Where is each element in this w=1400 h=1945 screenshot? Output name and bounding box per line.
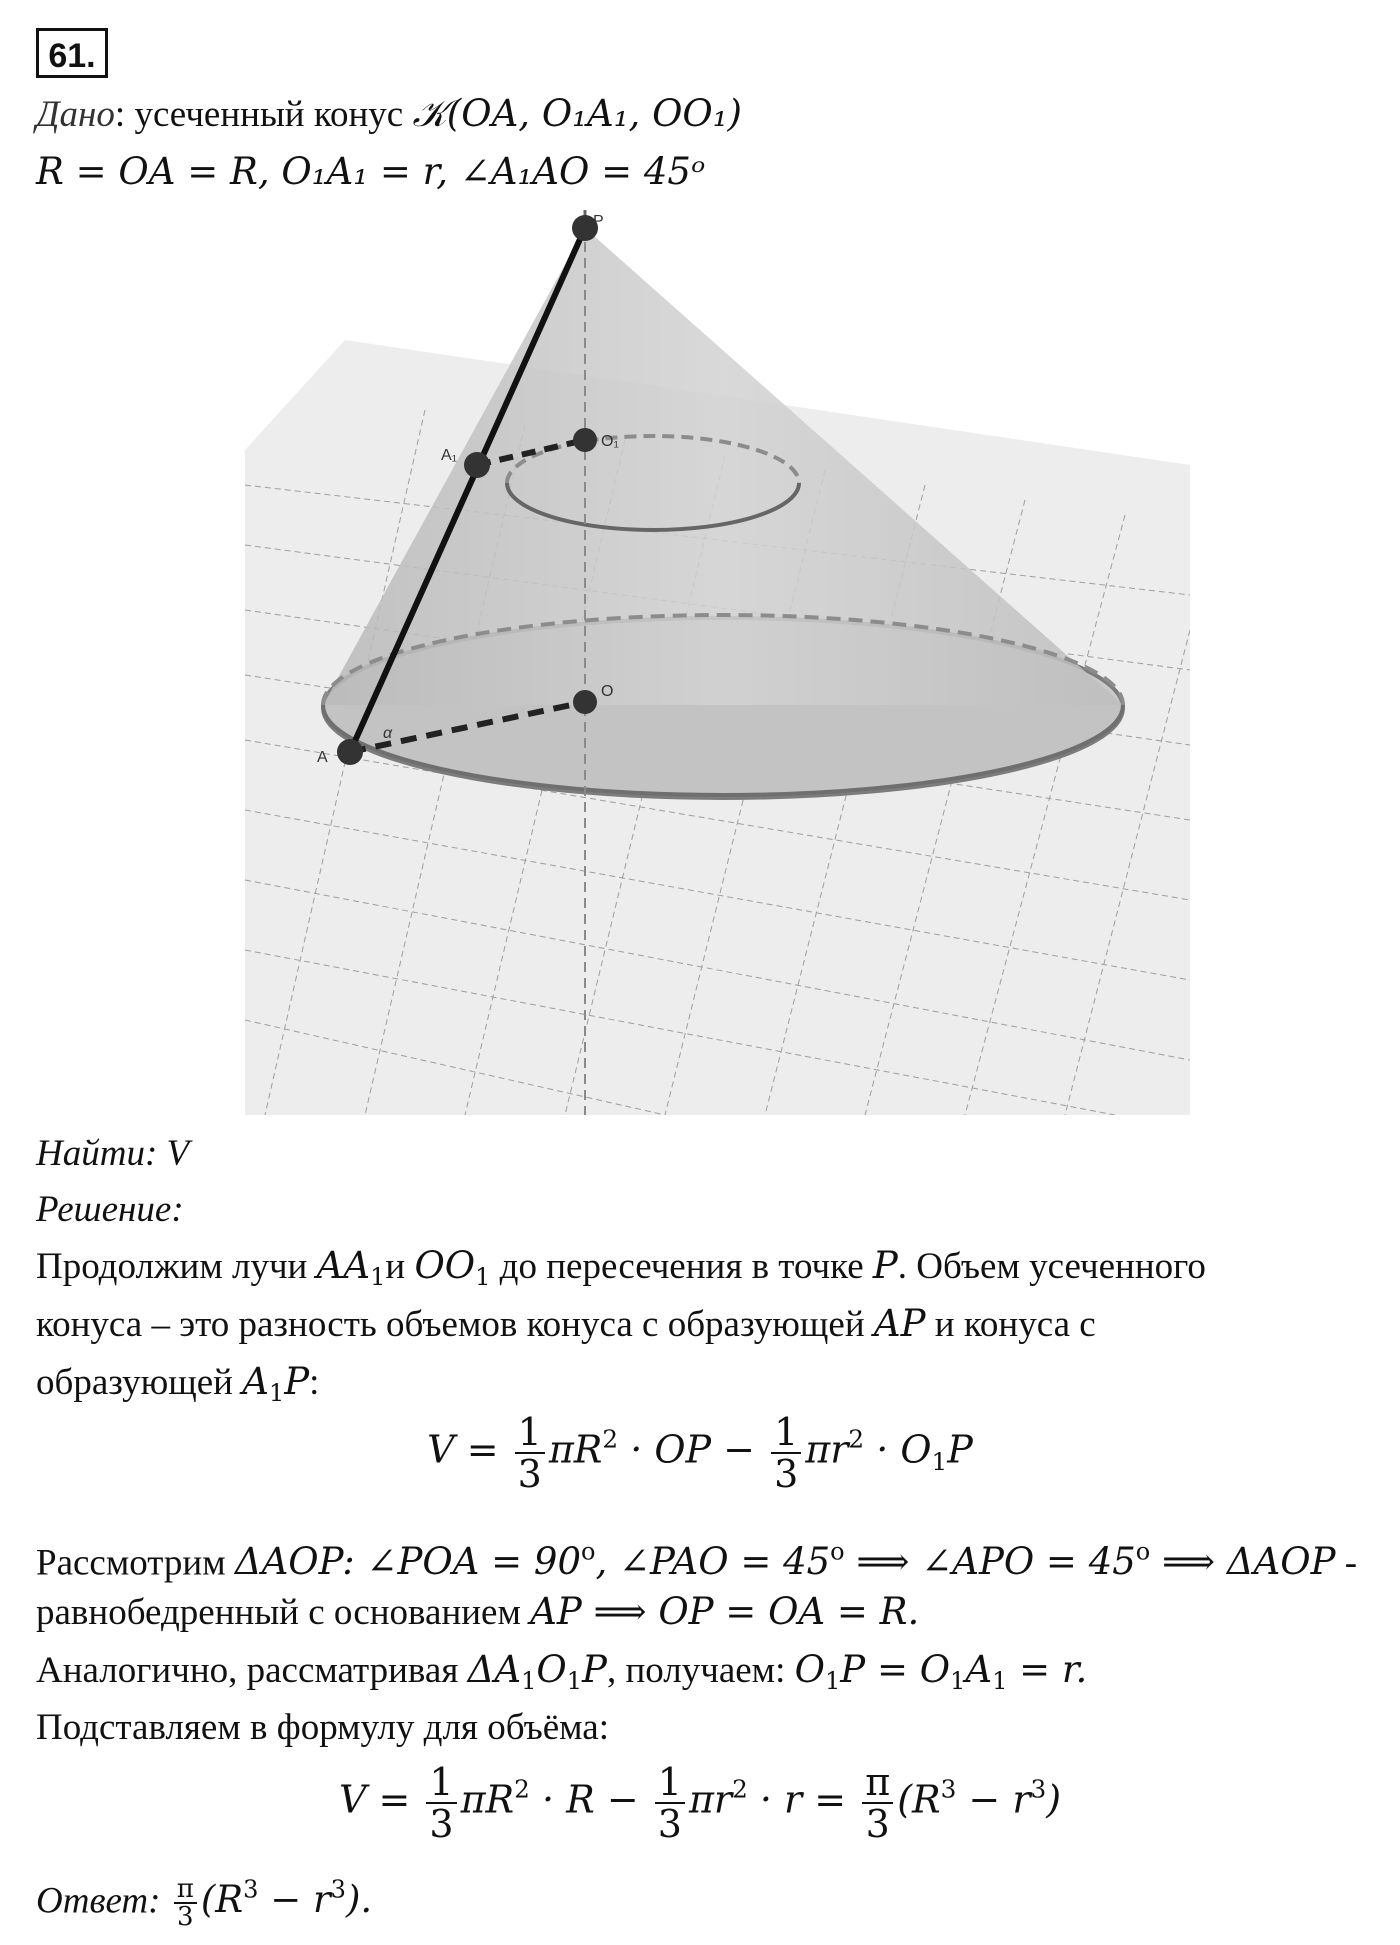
point-A [337,739,363,765]
answer-line [36,1868,372,1930]
text-segment: Аналогично, рассматривая [36,1650,468,1691]
text-segment: и [385,1246,415,1287]
volume-formula-1: V = $\frac{1}{3}$ $\pi R^2$ · OP − $\frac{1}{3}$ $\pi r^2 \cdot O_1P$ [427,1410,973,1496]
label-O1: O₁ [601,433,619,450]
point-O [573,690,597,714]
label-O: O [601,683,614,700]
label-alpha: α [383,725,393,742]
solution-para1-line3: образующей $A_1P$: [36,1360,320,1408]
cone-notation: 𝒦(OA, O₁A₁, OO₁) [412,92,742,135]
text-segment: равнобедренный с основанием [36,1592,531,1633]
solution-label: Решение [36,1189,172,1230]
cone-diagram [245,210,1190,1115]
point-A1 [464,452,490,478]
find-value: V [166,1133,190,1174]
solution-para1-line1: Продолжим лучи $AA_1и$ $OO_1$ до пересечения в точке P. Объем усеченного [36,1244,1206,1292]
triangle-aop-line: Рассмотрим ΔAOP: ∠POA = $90^o$, ∠PAO = $45^o$ ⟹ ∠APO = $45^o$ ⟹ ΔAOP - [36,1538,1358,1584]
text-segment: до пересечения в точке [490,1246,873,1287]
text-segment: образующей [36,1362,243,1403]
problem-number: 61. [36,28,108,78]
given-line: Дано: усеченный конус 𝒦(OA, O₁A₁, OO₁) [36,92,742,135]
label-P: P [593,213,604,230]
given-label: Дано [36,94,115,135]
answer-label: Ответ: [36,1880,161,1922]
volume-formula-2: V = $\frac{1}{3}$ $\pi R^2 \cdot R$ − $\frac{1}{3}$ $\pi r^2 \cdot r$ = $\frac{\pi}{3}$ $(R^3 - r^3)$ [338,1760,1062,1846]
text-segment: , получаем: [606,1650,795,1691]
solution-label-line: Решение: [36,1189,184,1230]
given-text: усеченный конус [134,94,404,135]
similarly-line: Аналогично, рассматривая $\Delta A_1O_1P$, получаем: $O_1P = O_1A_1 = r$. [36,1648,1088,1696]
point-O1 [573,428,597,452]
answer-value: $\frac{\pi}{3}$ $(R^3 - r^3)$. [170,1878,372,1921]
substitute-line: Подставляем в формулу для объёма: [36,1707,610,1748]
given-conditions: R = OA = R, O₁A₁ = r, ∠A₁AO = 45ᵒ [36,150,706,193]
text-segment: . Объем усеченного [897,1246,1206,1287]
label-A1: A₁ [441,447,458,464]
text-segment: конуса – это разность объемов конуса с образующей [36,1304,874,1345]
solution-para1-line2: конуса – это разность объемов конуса с образующей AP и конуса с [36,1302,1096,1345]
isosceles-line: равнобедренный с основанием AP ⟹ OP = OA = R. [36,1590,920,1633]
find-line [36,1132,189,1176]
text-segment: и конуса с [925,1304,1096,1345]
truncated-cone-figure [245,210,1190,1115]
text-segment: Продолжим лучи [36,1246,317,1287]
find-label: Найти: [36,1133,158,1174]
label-A: A [317,749,328,766]
text-segment: Рассмотрим [36,1542,235,1584]
text-segment: : [309,1362,320,1403]
